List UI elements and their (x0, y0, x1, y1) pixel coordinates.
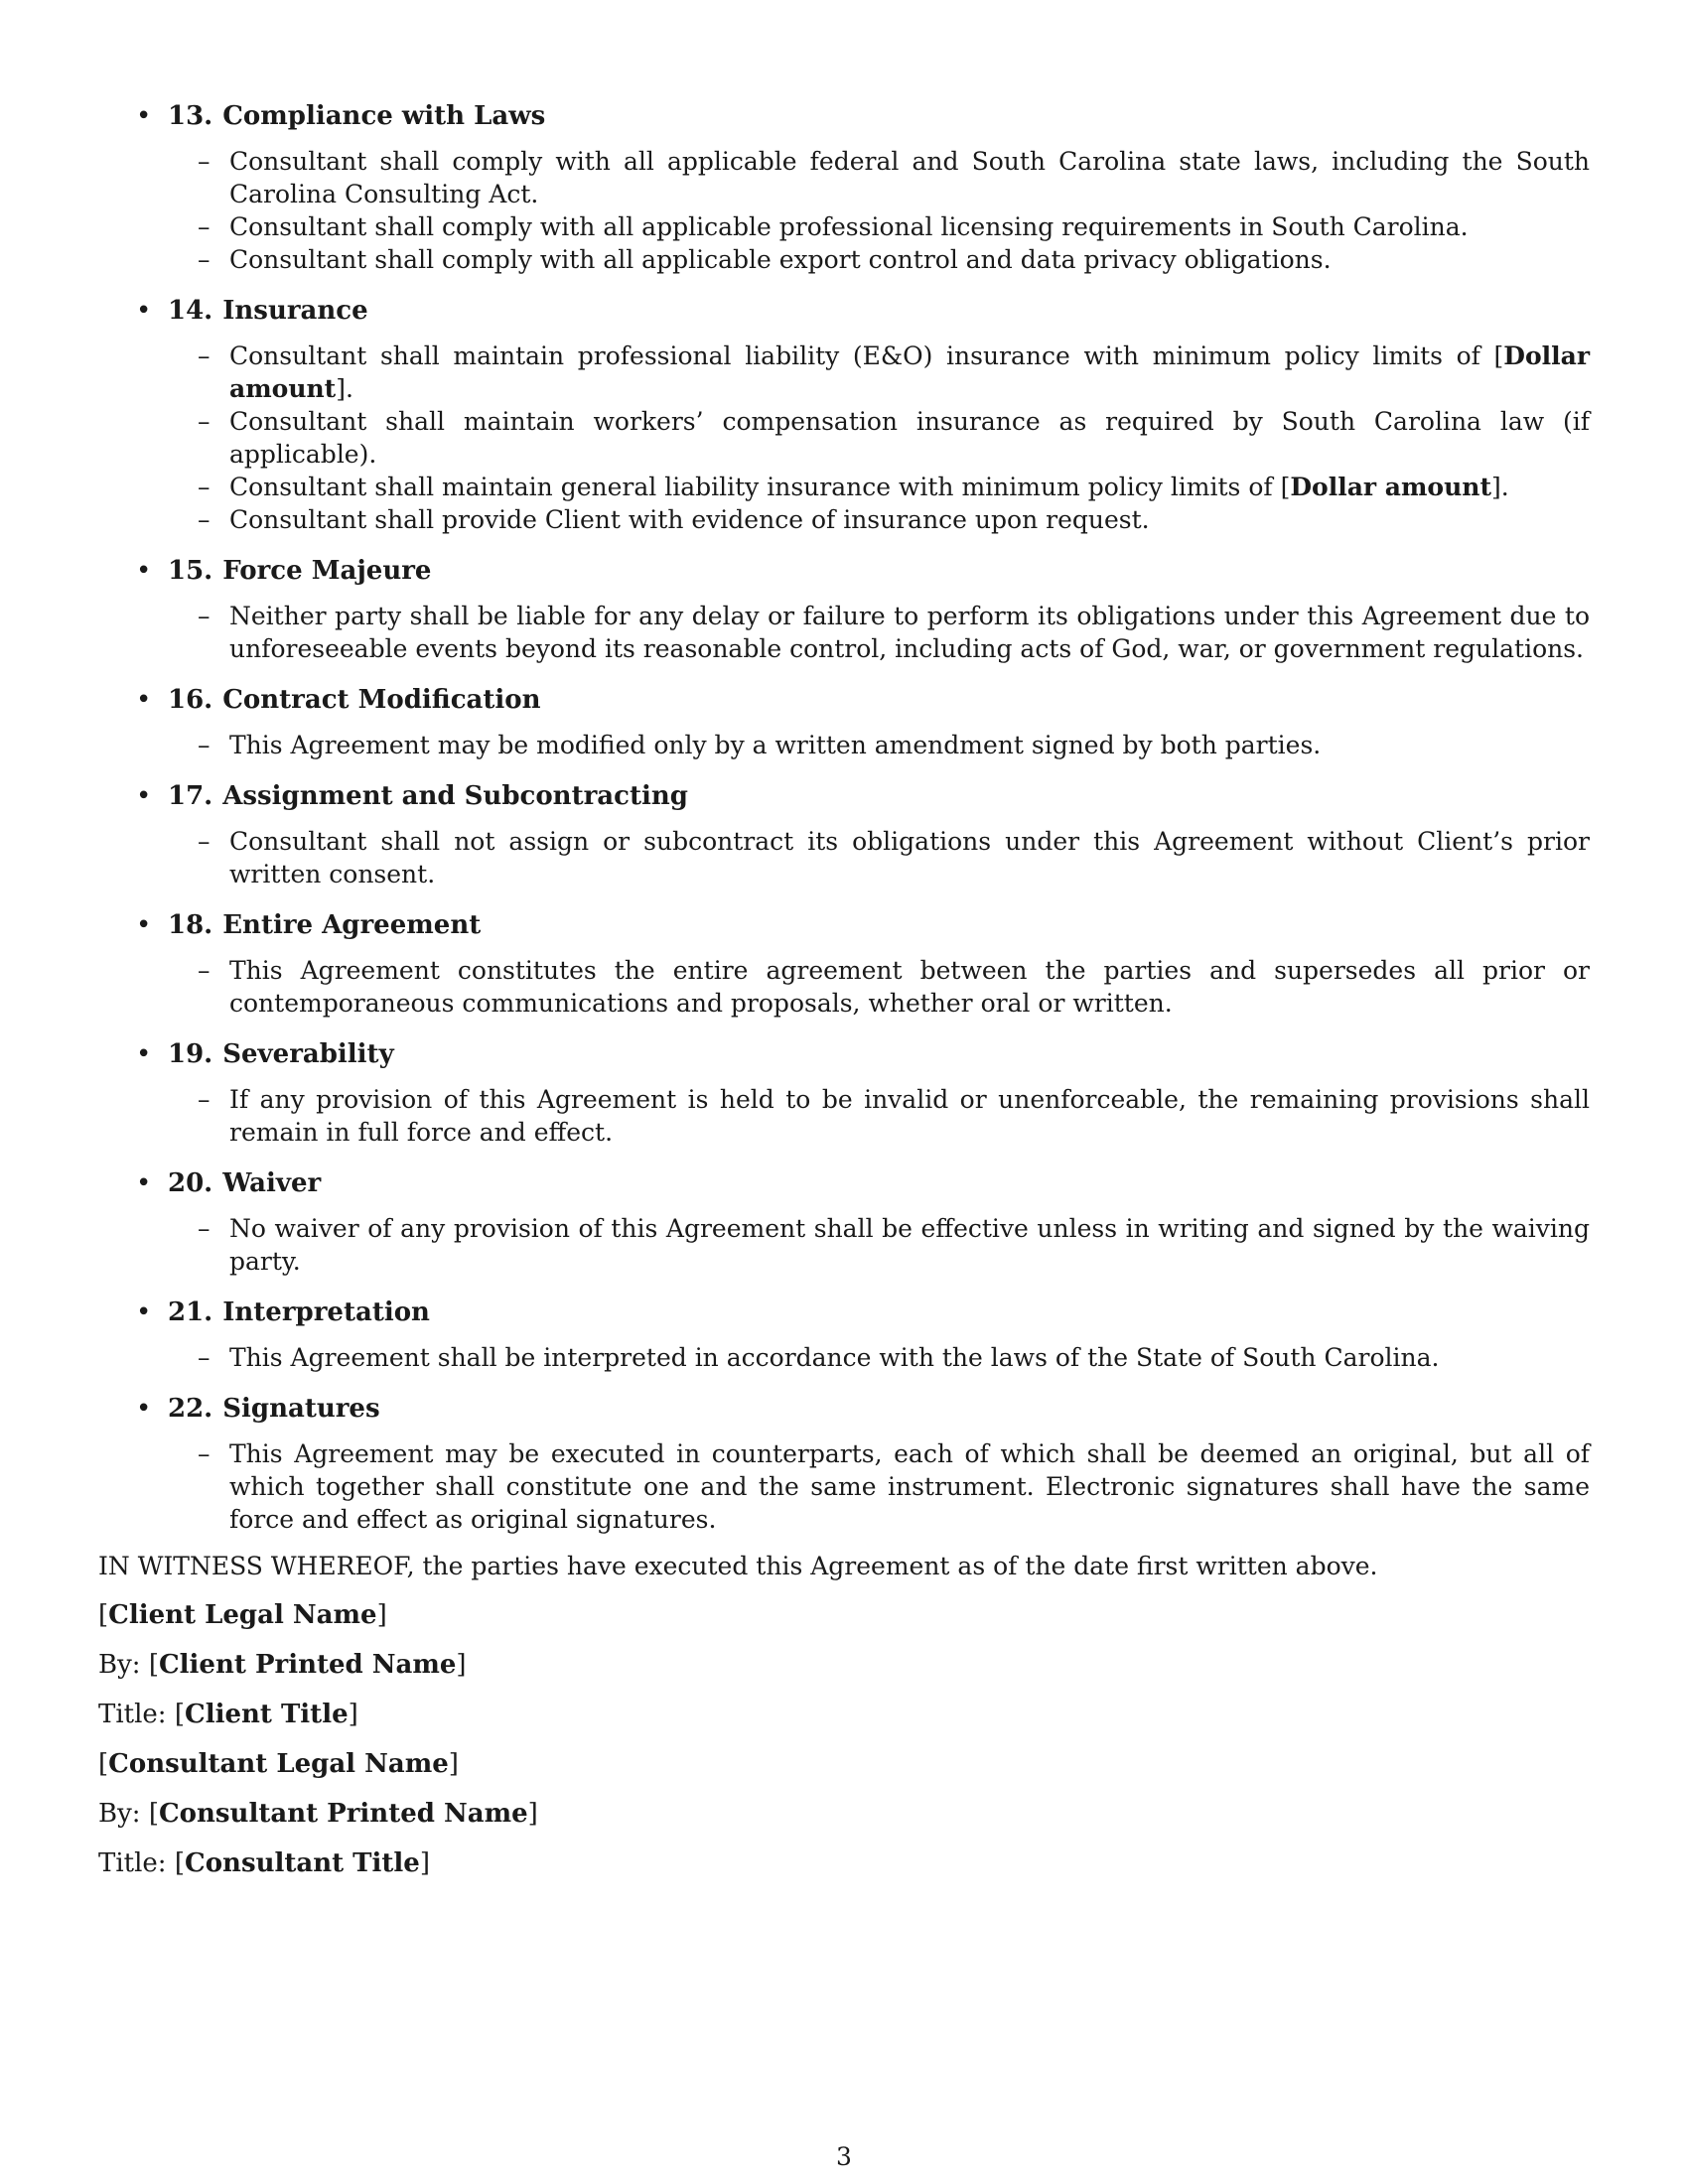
section-heading (168, 1162, 1590, 1204)
section-title: Assignment and Subcontracting (222, 781, 688, 811)
section-heading (168, 679, 1590, 721)
clause-list (168, 954, 1590, 1020)
bracket-open: [ (98, 1749, 109, 1779)
bracket-close: ] (419, 1848, 430, 1878)
bracket-close: ] (348, 1700, 358, 1729)
dash-icon: – (198, 956, 211, 985)
dash-icon: – (198, 147, 211, 176)
section-heading (168, 290, 1590, 332)
bullet-icon: • (136, 910, 152, 940)
section-heading (168, 1388, 1590, 1430)
section-title: Severability (222, 1039, 394, 1069)
bracket-open: [ (98, 1600, 109, 1630)
document-page (98, 95, 1590, 1897)
section-item (98, 550, 1590, 665)
clause-item (168, 243, 1590, 276)
clause-list (168, 1341, 1590, 1374)
section-heading (168, 1292, 1590, 1333)
clause-text: This Agreement may be modified only by a written amendment signed by both parties. (229, 731, 1322, 759)
section-heading (168, 775, 1590, 817)
dash-icon: – (198, 1439, 211, 1468)
clause-text: Consultant shall maintain general liability insurance with minimum policy limits of [ (229, 473, 1291, 501)
signature-placeholder: Client Printed Name (158, 1650, 457, 1680)
section-number: 16. (168, 685, 213, 715)
signature-label: By: (98, 1799, 149, 1829)
signature-line (98, 1699, 1590, 1731)
bracket-open: [ (174, 1848, 185, 1878)
section-heading (168, 1033, 1590, 1075)
section-heading (168, 904, 1590, 946)
clause-item (168, 405, 1590, 471)
section-item (98, 290, 1590, 536)
signature-block (98, 1599, 1590, 1880)
dash-icon: – (198, 1214, 211, 1243)
section-number: 20. (168, 1168, 213, 1198)
section-number: 22. (168, 1394, 213, 1424)
section-item (98, 1388, 1590, 1536)
clause-text: Consultant shall comply with all applicable professional licensing requirements in South Carolina. (229, 212, 1469, 241)
clause-item (168, 600, 1590, 665)
witness-statement: IN WITNESS WHEREOF, the parties have executed this Agreement as of the date first written above. (98, 1552, 1378, 1580)
bullet-icon: • (136, 296, 152, 326)
bracket-open: [ (174, 1700, 185, 1729)
dash-icon: – (198, 341, 211, 370)
bullet-icon: • (136, 1039, 152, 1069)
clause-text: If any provision of this Agreement is held to be invalid or unenforceable, the remaining provisions shall remain in full force and effect. (229, 1085, 1590, 1147)
bullet-icon: • (136, 101, 152, 131)
bracket-open: [ (148, 1650, 159, 1680)
dash-icon: – (198, 505, 211, 534)
signature-label: Title: (98, 1848, 175, 1878)
clause-text: ]. (336, 374, 353, 403)
section-heading (168, 550, 1590, 592)
section-title: Waiver (222, 1168, 322, 1198)
clause-list (168, 825, 1590, 890)
clause-text: Consultant shall comply with all applicable federal and South Carolina state laws, including the South Carolina Consulting Act. (229, 147, 1590, 208)
clause-item (168, 340, 1590, 405)
dash-icon: – (198, 473, 211, 501)
clause-text: This Agreement constitutes the entire agreement between the parties and supersedes all prior or contemporaneous communications and proposals, whether oral or written. (229, 956, 1590, 1018)
clause-list (168, 1437, 1590, 1536)
clause-item (168, 729, 1590, 761)
section-item (98, 1162, 1590, 1278)
dash-icon: – (198, 245, 211, 274)
signature-line (98, 1847, 1590, 1880)
bullet-icon: • (136, 556, 152, 586)
clause-item (168, 1212, 1590, 1278)
section-heading (168, 95, 1590, 137)
bracket-close: ] (456, 1650, 467, 1680)
clause-list (168, 1212, 1590, 1278)
clause-list (168, 600, 1590, 665)
clause-item (168, 825, 1590, 890)
section-number: 13. (168, 101, 213, 131)
bracket-close: ] (448, 1749, 459, 1779)
section-list (98, 95, 1590, 1536)
signature-label: By: (98, 1650, 149, 1680)
bullet-icon: • (136, 1297, 152, 1327)
dash-icon: – (198, 602, 211, 630)
section-item (98, 775, 1590, 890)
bullet-icon: • (136, 685, 152, 715)
clause-item (168, 1437, 1590, 1536)
signature-line (98, 1798, 1590, 1831)
section-item (98, 1292, 1590, 1374)
section-title: Compliance with Laws (222, 101, 546, 131)
section-item (98, 95, 1590, 276)
clause-item (168, 1341, 1590, 1374)
placeholder-field: Dollar amount (1290, 473, 1491, 501)
signature-placeholder: Consultant Title (185, 1848, 420, 1878)
signature-label: Title: (98, 1700, 175, 1729)
signature-placeholder: Client Title (185, 1700, 349, 1729)
clause-text: Consultant shall comply with all applicable export control and data privacy obligations. (229, 245, 1332, 274)
dash-icon: – (198, 827, 211, 856)
bullet-icon: • (136, 1168, 152, 1198)
clause-item (168, 503, 1590, 536)
section-item (98, 1033, 1590, 1149)
section-title: Entire Agreement (222, 910, 482, 940)
section-number: 19. (168, 1039, 213, 1069)
clause-list (168, 145, 1590, 276)
clause-item (168, 210, 1590, 243)
bullet-icon: • (136, 781, 152, 811)
clause-item (168, 954, 1590, 1020)
clause-text: Neither party shall be liable for any delay or failure to perform its obligations under this Agreement due to unforeseeable events beyond its reasonable control, including acts of God, war, or government regulations. (229, 602, 1590, 663)
page-number: 3 (836, 2142, 852, 2171)
dash-icon: – (198, 212, 211, 241)
signature-line (98, 1748, 1590, 1781)
dash-icon: – (198, 1343, 211, 1372)
clause-list (168, 729, 1590, 761)
section-title: Insurance (222, 296, 368, 326)
section-item (98, 679, 1590, 761)
clause-item (168, 471, 1590, 503)
clause-text: ]. (1491, 473, 1509, 501)
clause-text: This Agreement may be executed in counterparts, each of which shall be deemed an original, but all of which together shall constitute one and the same instrument. Electronic signatures shall have the same force and effect as original signatures. (229, 1439, 1590, 1534)
clause-text: This Agreement shall be interpreted in accordance with the laws of the State of South Carolina. (229, 1343, 1440, 1372)
placeholder-field: Dollar amount (229, 341, 1590, 403)
bracket-close: ] (527, 1799, 538, 1829)
bracket-open: [ (148, 1799, 159, 1829)
dash-icon: – (198, 731, 211, 759)
clause-text: Consultant shall maintain workers’ compensation insurance as required by South Carolina law (if applicable). (229, 407, 1590, 469)
section-title: Force Majeure (222, 556, 432, 586)
section-title: Contract Modification (222, 685, 541, 715)
clause-list (168, 340, 1590, 536)
bracket-close: ] (376, 1600, 387, 1630)
clause-text: Consultant shall maintain professional liability (E&O) insurance with minimum policy limits of [ (229, 341, 1504, 370)
section-number: 14. (168, 296, 213, 326)
section-number: 17. (168, 781, 213, 811)
section-item (98, 904, 1590, 1020)
signature-line (98, 1649, 1590, 1682)
signature-placeholder: Consultant Legal Name (108, 1749, 449, 1779)
clause-text: No waiver of any provision of this Agreement shall be effective unless in writing and signed by the waiving party. (229, 1214, 1590, 1276)
section-number: 15. (168, 556, 213, 586)
section-number: 18. (168, 910, 213, 940)
clause-item (168, 1083, 1590, 1149)
clause-text: Consultant shall not assign or subcontract its obligations under this Agreement without Client’s prior written consent. (229, 827, 1590, 888)
section-title: Signatures (222, 1394, 380, 1424)
section-number: 21. (168, 1297, 213, 1327)
clause-text: Consultant shall provide Client with evidence of insurance upon request. (229, 505, 1150, 534)
bullet-icon: • (136, 1394, 152, 1424)
signature-placeholder: Consultant Printed Name (158, 1799, 528, 1829)
dash-icon: – (198, 407, 211, 436)
signature-placeholder: Client Legal Name (108, 1600, 377, 1630)
section-title: Interpretation (222, 1297, 430, 1327)
clause-item (168, 145, 1590, 210)
clause-list (168, 1083, 1590, 1149)
signature-line (98, 1599, 1590, 1632)
dash-icon: – (198, 1085, 211, 1114)
